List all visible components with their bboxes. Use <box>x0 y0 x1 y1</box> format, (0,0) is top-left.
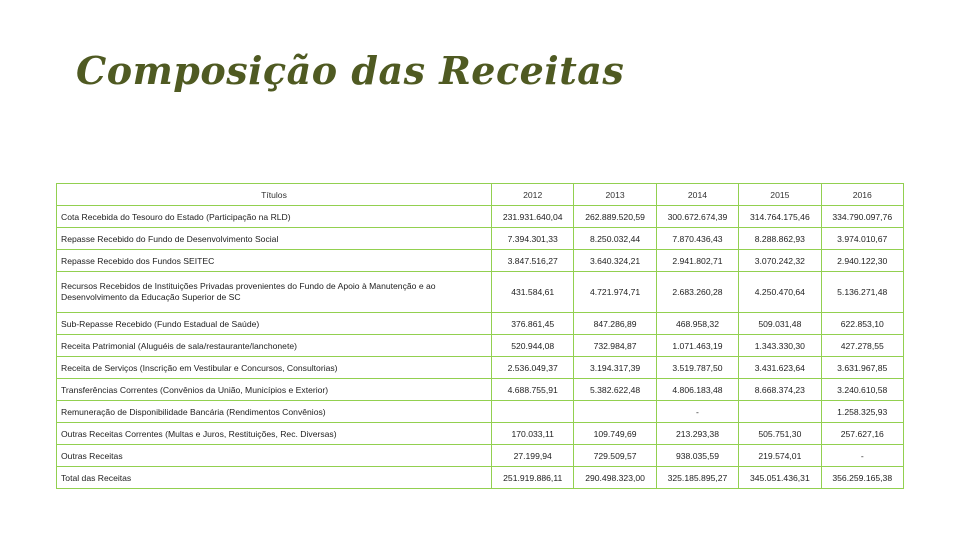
cell-value: 257.627,16 <box>821 423 903 445</box>
cell-value <box>574 401 656 423</box>
cell-value <box>739 401 821 423</box>
table-row <box>57 357 904 379</box>
cell-value: 3.240.610,58 <box>821 379 903 401</box>
row-label: Outras Receitas <box>57 445 492 467</box>
cell-value: 3.631.967,85 <box>821 357 903 379</box>
cell-value: 1.258.325,93 <box>821 401 903 423</box>
cell-value: 3.431.623,64 <box>739 357 821 379</box>
cell-value: 251.919.886,11 <box>492 467 574 489</box>
cell-value: 356.259.165,38 <box>821 467 903 489</box>
column-header-2013: 2013 <box>574 184 656 206</box>
cell-value: 314.764.175,46 <box>739 206 821 228</box>
cell-value: 231.931.640,04 <box>492 206 574 228</box>
row-label: Recursos Recebidos de Instituições Privadas provenientes do Fundo de Apoio à Manutenção e ao Desenvolvimento da Educação Superior de SC <box>57 272 492 313</box>
cell-value: 427.278,55 <box>821 335 903 357</box>
row-label: Cota Recebida do Tesouro do Estado (Participação na RLD) <box>57 206 492 228</box>
cell-value: 3.640.324,21 <box>574 250 656 272</box>
column-header-2015: 2015 <box>739 184 821 206</box>
cell-value: 3.519.787,50 <box>656 357 738 379</box>
cell-value: 4.688.755,91 <box>492 379 574 401</box>
cell-value: 4.806.183,48 <box>656 379 738 401</box>
cell-value: 2.536.049,37 <box>492 357 574 379</box>
cell-value: 170.033,11 <box>492 423 574 445</box>
column-header-2012: 2012 <box>492 184 574 206</box>
table-row-total <box>57 467 904 489</box>
table-row <box>57 401 904 423</box>
row-label: Total das Receitas <box>57 467 492 489</box>
table-row <box>57 250 904 272</box>
cell-value: 290.498.323,00 <box>574 467 656 489</box>
cell-value: 938.035,59 <box>656 445 738 467</box>
cell-value: 262.889.520,59 <box>574 206 656 228</box>
cell-value: 520.944,08 <box>492 335 574 357</box>
row-label: Receita Patrimonial (Aluguéis de sala/restaurante/lanchonete) <box>57 335 492 357</box>
table-row <box>57 335 904 357</box>
cell-value: 1.343.330,30 <box>739 335 821 357</box>
cell-value: 729.509,57 <box>574 445 656 467</box>
cell-value: 109.749,69 <box>574 423 656 445</box>
table-header-row <box>57 184 904 206</box>
table-row <box>57 379 904 401</box>
page-title: Composição das Receitas <box>76 48 625 93</box>
cell-value: 219.574,01 <box>739 445 821 467</box>
cell-value: 345.051.436,31 <box>739 467 821 489</box>
cell-value: 1.071.463,19 <box>656 335 738 357</box>
cell-value: 376.861,45 <box>492 313 574 335</box>
cell-value: 5.382.622,48 <box>574 379 656 401</box>
row-label: Repasse Recebido dos Fundos SEITEC <box>57 250 492 272</box>
row-label: Receita de Serviços (Inscrição em Vestibular e Concursos, Consultorias) <box>57 357 492 379</box>
cell-value: 2.940.122,30 <box>821 250 903 272</box>
cell-value: 325.185.895,27 <box>656 467 738 489</box>
row-label: Remuneração de Disponibilidade Bancária (Rendimentos Convênios) <box>57 401 492 423</box>
cell-value: 27.199,94 <box>492 445 574 467</box>
cell-value: 213.293,38 <box>656 423 738 445</box>
row-label: Sub-Repasse Recebido (Fundo Estadual de Saúde) <box>57 313 492 335</box>
revenue-table <box>56 183 904 489</box>
column-header-2014: 2014 <box>656 184 738 206</box>
cell-value: 2.683.260,28 <box>656 272 738 313</box>
cell-value: 847.286,89 <box>574 313 656 335</box>
cell-value: 3.974.010,67 <box>821 228 903 250</box>
cell-value: 2.941.802,71 <box>656 250 738 272</box>
cell-value: 3.070.242,32 <box>739 250 821 272</box>
row-label: Transferências Correntes (Convênios da União, Municípios e Exterior) <box>57 379 492 401</box>
column-header-2016: 2016 <box>821 184 903 206</box>
table-row <box>57 313 904 335</box>
table-row <box>57 445 904 467</box>
table-row <box>57 423 904 445</box>
cell-value: 622.853,10 <box>821 313 903 335</box>
cell-value: - <box>656 401 738 423</box>
cell-value: 4.250.470,64 <box>739 272 821 313</box>
cell-value: 7.394.301,33 <box>492 228 574 250</box>
cell-value: 300.672.674,39 <box>656 206 738 228</box>
cell-value: 5.136.271,48 <box>821 272 903 313</box>
cell-value: 505.751,30 <box>739 423 821 445</box>
cell-value: 8.250.032,44 <box>574 228 656 250</box>
table-row <box>57 228 904 250</box>
table-row <box>57 206 904 228</box>
cell-value <box>492 401 574 423</box>
column-header-titulos: Títulos <box>57 184 492 206</box>
cell-value: 509.031,48 <box>739 313 821 335</box>
cell-value: 3.847.516,27 <box>492 250 574 272</box>
cell-value: 3.194.317,39 <box>574 357 656 379</box>
cell-value: 334.790.097,76 <box>821 206 903 228</box>
table-row <box>57 272 904 313</box>
cell-value: 8.288.862,93 <box>739 228 821 250</box>
cell-value: 8.668.374,23 <box>739 379 821 401</box>
cell-value: 431.584,61 <box>492 272 574 313</box>
cell-value: - <box>821 445 903 467</box>
cell-value: 732.984,87 <box>574 335 656 357</box>
cell-value: 7.870.436,43 <box>656 228 738 250</box>
cell-value: 4.721.974,71 <box>574 272 656 313</box>
row-label: Repasse Recebido do Fundo de Desenvolvimento Social <box>57 228 492 250</box>
row-label: Outras Receitas Correntes (Multas e Juros, Restituições, Rec. Diversas) <box>57 423 492 445</box>
cell-value: 468.958,32 <box>656 313 738 335</box>
